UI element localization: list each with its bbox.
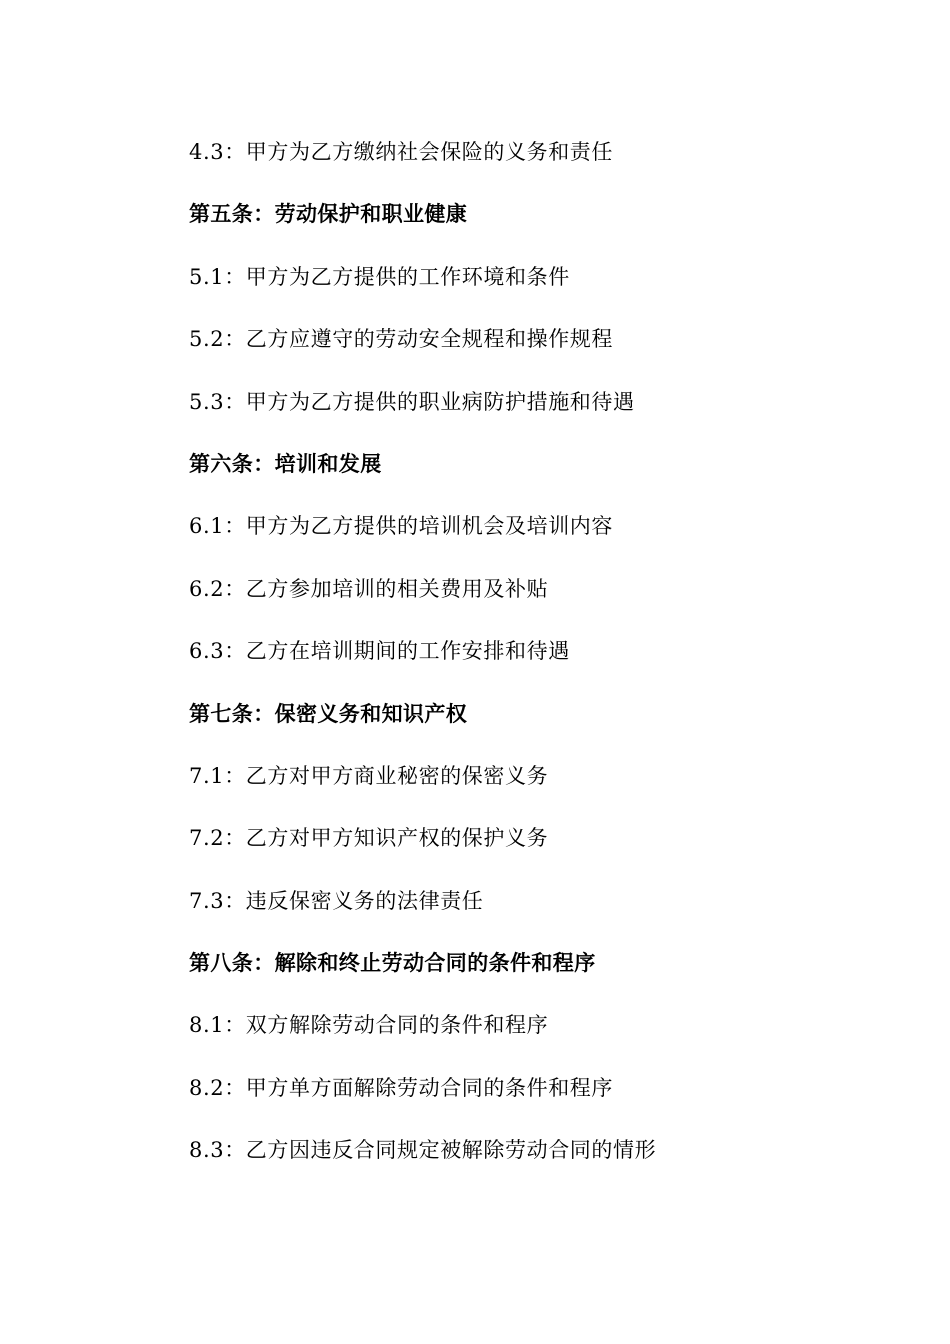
article-6-heading: 第六条：培训和发展 [189, 451, 382, 476]
article-7-heading: 第七条：保密义务和知识产权 [189, 701, 468, 726]
clause-8-2: 8.2：甲方单方面解除劳动合同的条件和程序 [189, 1075, 613, 1100]
clause-6-1: 6.1：甲方为乙方提供的培训机会及培训内容 [189, 514, 613, 539]
clause-5-1: 5.1：甲方为乙方提供的工作环境和条件 [189, 264, 570, 289]
article-8-heading: 第八条：解除和终止劳动合同的条件和程序 [189, 951, 596, 976]
clause-8-3: 8.3：乙方因违反合同规定被解除劳动合同的情形 [189, 1138, 657, 1163]
clause-5-3: 5.3：甲方为乙方提供的职业病防护措施和待遇 [189, 389, 635, 414]
clause-4-3: 4.3：甲方为乙方缴纳社会保险的义务和责任 [189, 140, 613, 164]
clause-6-3: 6.3：乙方在培训期间的工作安排和待遇 [189, 639, 570, 664]
clause-7-2: 7.2：乙方对甲方知识产权的保护义务 [189, 826, 549, 851]
article-5-heading: 第五条：劳动保护和职业健康 [189, 202, 468, 227]
clause-7-3: 7.3：违反保密义务的法律责任 [189, 888, 484, 913]
clause-6-2: 6.2：乙方参加培训的相关费用及补贴 [189, 576, 549, 601]
document-body [189, 132, 889, 1193]
clause-7-1: 7.1：乙方对甲方商业秘密的保密义务 [189, 763, 549, 788]
clause-5-2: 5.2：乙方应遵守的劳动安全规程和操作规程 [189, 327, 613, 352]
clause-8-1: 8.1：双方解除劳动合同的条件和程序 [189, 1013, 549, 1038]
